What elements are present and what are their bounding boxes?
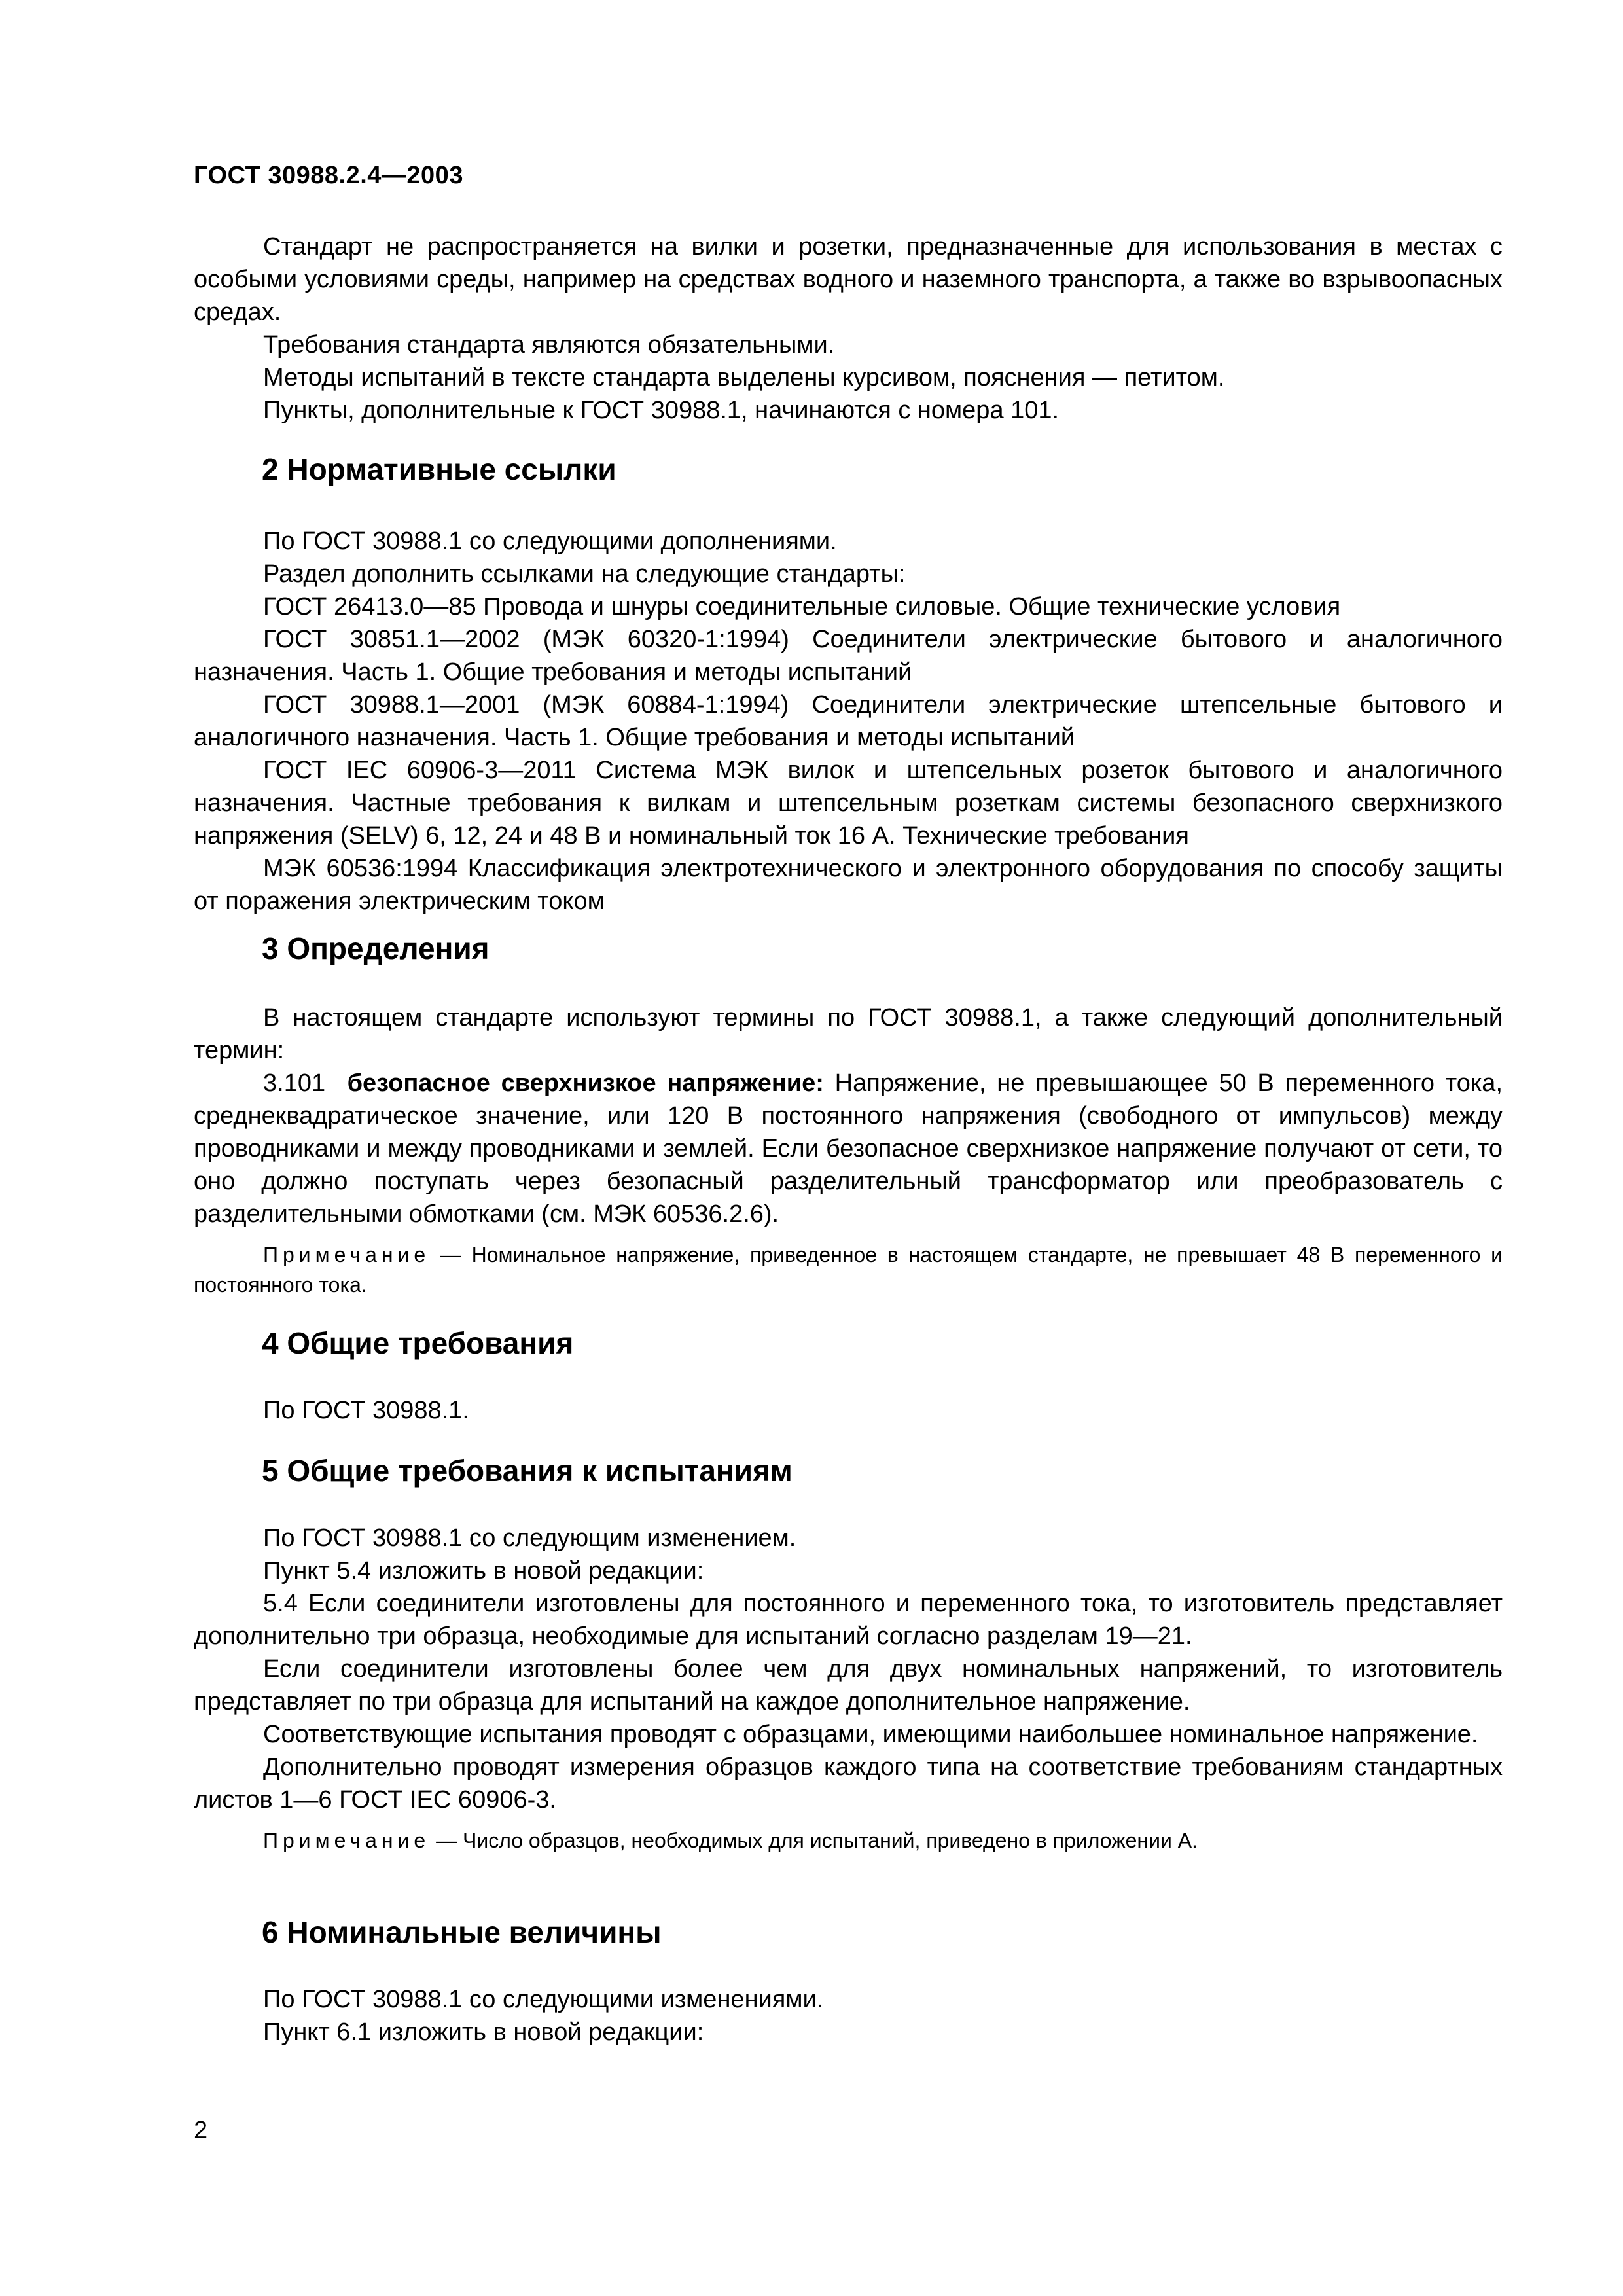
section4-body [194,1394,1503,1427]
paragraph: Дополнительно проводят измерения образцов каждого типа на соответствие требованиям стандартных листов 1—6 ГОСТ IEC 60906-3. [194,1753,1503,1814]
paragraph: Требования стандарта являются обязательными. [263,331,835,359]
section-heading: 5 Общие требования к испытаниям [262,1454,793,1488]
section6-body [194,1983,1503,2049]
paragraph: Пункт 5.4 изложить в новой редакции: [263,1557,704,1585]
paragraph: По ГОСТ 30988.1. [263,1397,469,1424]
paragraph: Соответствующие испытания проводят с образцами, имеющими наибольшее номинальное напряжение. [263,1721,1478,1748]
reference-item: ГОСТ 30851.1—2002 (МЭК 60320-1:1994) Соединители электрические бытового и аналогичного назначения. Часть 1. Общие требования и методы испытаний [194,626,1503,686]
section5-body [194,1522,1503,1856]
term-name: безопасное сверхнизкое напряжение: [347,1069,824,1097]
section-heading: 4 Общие требования [262,1326,574,1360]
paragraph: Методы испытаний в тексте стандарта выделены курсивом, пояснения — петитом. [263,364,1225,391]
paragraph: В настоящем стандарте используют термины по ГОСТ 30988.1, а также следующий дополнительный термин: [194,1004,1503,1064]
paragraph: По ГОСТ 30988.1 со следующим изменением. [263,1524,796,1552]
term-definition [194,1067,1503,1230]
term-number: 3.101 [263,1069,326,1097]
section-heading: 3 Определения [262,931,490,965]
paragraph: Раздел дополнить ссылками на следующие стандарты: [263,560,906,588]
paragraph: 5.4 Если соединители изготовлены для постоянного и переменного тока, то изготовитель представляет дополнительно три образца, необходимые для испытаний согласно разделам 19—21. [194,1590,1503,1650]
note-text: — Номинальное напряжение, приведенное в настоящем стандарте, не превышает 48 В переменного и постоянного тока. [194,1243,1503,1297]
paragraph: По ГОСТ 30988.1 со следующими дополнениями. [263,528,837,555]
note [194,1240,1503,1300]
note [194,1825,1503,1856]
reference-item: ГОСТ IEC 60906-3—2011 Система МЭК вилок и штепсельных розеток бытового и аналогичного назначения. Частные требования к вилкам и штепсельным розеткам системы безопасного сверхнизкого напряжения (SELV) 6, 12, 24 и 48 В и номинальный ток 16 А. Технические требования [194,757,1503,850]
note-label: Примечание [263,1829,431,1852]
note-label: Примечание [263,1243,431,1266]
section-heading: 6 Номинальные величины [262,1915,662,1949]
paragraph: Пункт 6.1 изложить в новой редакции: [263,2018,704,2046]
section2-body [194,525,1503,918]
paragraph: Пункты, дополнительные к ГОСТ 30988.1, начинаются с номера 101. [263,397,1060,424]
note-text: — Число образцов, необходимых для испытаний, приведено в приложении А. [430,1829,1198,1852]
document-number: ГОСТ 30988.2.4—2003 [194,162,463,189]
reference-item: ГОСТ 26413.0—85 Провода и шнуры соединительные силовые. Общие технические условия [263,593,1341,620]
paragraph: Стандарт не распространяется на вилки и розетки, предназначенные для использования в местах с особыми условиями среды, например на средствах водного и наземного транспорта, а также во взрывоопасных средах. [194,233,1503,326]
page-number: 2 [194,2117,208,2144]
reference-item: МЭК 60536:1994 Классификация электротехнического и электронного оборудования по способу защиты от поражения электрическим током [194,855,1503,915]
intro-block [194,230,1503,427]
reference-item: ГОСТ 30988.1—2001 (МЭК 60884-1:1994) Соединители электрические штепсельные бытового и аналогичного назначения. Часть 1. Общие требования и методы испытаний [194,691,1503,751]
paragraph: Если соединители изготовлены более чем для двух номинальных напряжений, то изготовитель представляет по три образца для испытаний на каждое дополнительное напряжение. [194,1655,1503,1715]
section-heading: 2 Нормативные ссылки [262,452,616,486]
paragraph: По ГОСТ 30988.1 со следующими изменениями. [263,1986,824,2013]
section3-body [194,1001,1503,1300]
term-text: Напряжение, не превышающее 50 В переменного тока, среднеквадратическое значение, или 120 В постоянного напряжения (свободного от импульсов) между проводниками и между проводниками и землей. Если безопасное сверхнизкое напряжение получают от сети, то оно должно поступать через безопасный разделительный трансформатор или преобразователь с разделительными обмотками (см. МЭК 60536.2.6). [194,1069,1503,1228]
